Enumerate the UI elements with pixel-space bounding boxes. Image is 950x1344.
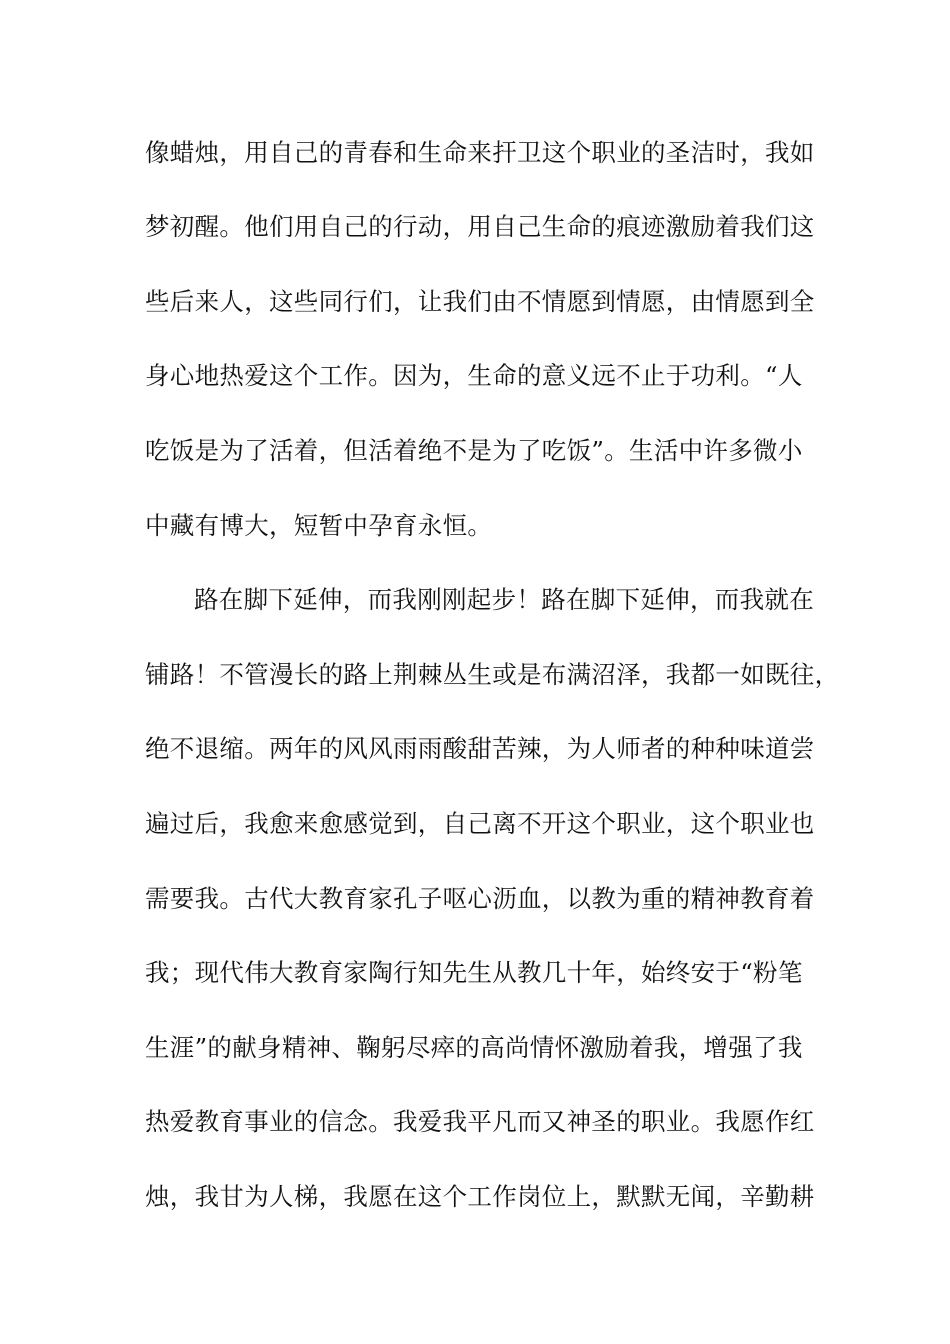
text-line: 中藏有博大，短暂中孕育永恒。 [145, 511, 493, 540]
text-line: 遍过后，我愈来愈感觉到，自己离不开这个职业，这个职业也 [145, 809, 815, 838]
text-line: 铺路！不管漫长的路上荆棘丛生或是布满沼泽，我都一如既往， [145, 660, 840, 689]
paragraph-start-line: 路在脚下延伸，而我刚刚起步！路在脚下延伸，而我就在 [194, 585, 814, 614]
text-line: 需要我。古代大教育家孔子呕心沥血，以教为重的精神教育着 [145, 884, 815, 913]
text-line: 些后来人，这些同行们，让我们由不情愿到情愿，由情愿到全 [145, 287, 815, 316]
text-line: 像蜡烛，用自己的青春和生命来扞卫这个职业的圣洁时，我如 [145, 138, 815, 167]
text-line: 身心地热爱这个工作。因为，生命的意义远不止于功利。“人 [145, 361, 803, 390]
text-line: 吃饭是为了活着，但活着绝不是为了吃饭”。生活中许多微小 [145, 436, 803, 465]
text-line: 我；现代伟大教育家陶行知先生从教几十年，始终安于“粉笔 [145, 958, 803, 987]
text-line: 烛，我甘为人梯，我愿在这个工作岗位上，默默无闻，辛勤耕 [145, 1182, 815, 1211]
text-line: 梦初醒。他们用自己的行动，用自己生命的痕迹激励着我们这 [145, 212, 815, 241]
text-line: 热爱教育事业的信念。我爱我平凡而又神圣的职业。我愿作红 [145, 1107, 815, 1136]
text-line: 绝不退缩。两年的风风雨雨酸甜苦辣，为人师者的种种味道尝 [145, 734, 815, 763]
text-line: 生涯”的献身精神、鞠躬尽瘁的高尚情怀激励着我，增强了我 [145, 1033, 803, 1062]
